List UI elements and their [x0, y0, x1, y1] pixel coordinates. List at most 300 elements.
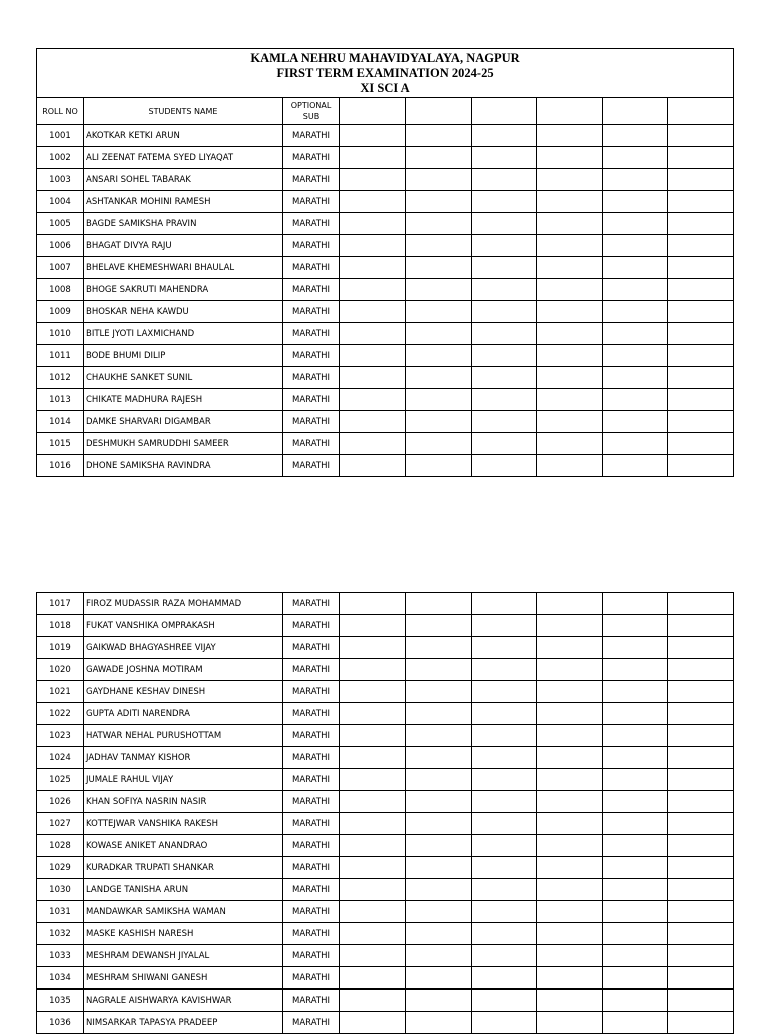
student-name: AKOTKAR KETKI ARUN	[84, 125, 283, 147]
student-name: JADHAV TANMAY KISHOR	[84, 747, 283, 769]
marks-cell[interactable]	[603, 323, 668, 345]
table-row	[37, 323, 734, 345]
table-row	[37, 147, 734, 169]
marks-cell[interactable]	[537, 967, 603, 990]
marks-cell[interactable]	[603, 769, 668, 791]
marks-cell[interactable]	[537, 791, 603, 813]
marks-cell[interactable]	[472, 725, 537, 747]
roll-number: 1015	[37, 433, 84, 455]
marks-cell[interactable]	[668, 725, 734, 747]
marks-cell[interactable]	[668, 945, 734, 967]
marks-cell[interactable]	[406, 615, 472, 637]
marks-cell[interactable]	[537, 125, 603, 147]
marks-cell[interactable]	[340, 659, 406, 681]
student-name: JUMALE RAHUL VIJAY	[84, 769, 283, 791]
marks-cell[interactable]	[668, 747, 734, 769]
marks-cell[interactable]	[406, 235, 472, 257]
marks-cell[interactable]	[406, 725, 472, 747]
marks-cell[interactable]	[668, 637, 734, 659]
student-name: BODE BHUMI DILIP	[84, 345, 283, 367]
marks-cell[interactable]	[406, 813, 472, 835]
marks-cell[interactable]	[603, 835, 668, 857]
marks-cell[interactable]	[668, 323, 734, 345]
marks-cell[interactable]	[406, 147, 472, 169]
marks-cell[interactable]	[472, 967, 537, 990]
marks-cell[interactable]	[472, 769, 537, 791]
marks-cell[interactable]	[537, 923, 603, 945]
roll-number: 1006	[37, 235, 84, 257]
student-name: KOTTEJWAR VANSHIKA RAKESH	[84, 813, 283, 835]
marks-cell[interactable]	[472, 593, 537, 615]
marks-cell[interactable]	[537, 257, 603, 279]
marks-cell[interactable]	[340, 433, 406, 455]
student-name: ASHTANKAR MOHINI RAMESH	[84, 191, 283, 213]
marks-cell[interactable]	[406, 989, 472, 1012]
marks-cell[interactable]	[668, 659, 734, 681]
marks-cell[interactable]	[603, 367, 668, 389]
marks-cell[interactable]	[340, 615, 406, 637]
student-name: ALI ZEENAT FATEMA SYED LIYAQAT	[84, 147, 283, 169]
student-name: ANSARI SOHEL TABARAK	[84, 169, 283, 191]
student-name: CHIKATE MADHURA RAJESH	[84, 389, 283, 411]
marks-cell[interactable]	[472, 301, 537, 323]
marks-cell[interactable]	[603, 681, 668, 703]
marks-cell[interactable]	[472, 835, 537, 857]
optional-subject: MARATHI	[283, 813, 340, 835]
marks-cell[interactable]	[537, 747, 603, 769]
table-row	[37, 213, 734, 235]
marks-cell[interactable]	[537, 367, 603, 389]
table-row	[37, 769, 734, 791]
marks-cell[interactable]	[472, 857, 537, 879]
marks-cell[interactable]	[340, 901, 406, 923]
marks-cell[interactable]	[537, 191, 603, 213]
marks-cell[interactable]	[406, 169, 472, 191]
marks-cell[interactable]	[472, 125, 537, 147]
optional-subject: MARATHI	[283, 213, 340, 235]
marks-cell[interactable]	[340, 235, 406, 257]
roll-number: 1013	[37, 389, 84, 411]
marks-cell[interactable]	[603, 235, 668, 257]
marks-cell[interactable]	[603, 455, 668, 477]
marks-cell[interactable]	[340, 147, 406, 169]
roll-number: 1005	[37, 213, 84, 235]
marks-cell[interactable]	[406, 769, 472, 791]
marks-cell[interactable]	[340, 593, 406, 615]
roll-number: 1021	[37, 681, 84, 703]
marks-cell[interactable]	[340, 989, 406, 1012]
marks-cell[interactable]	[668, 411, 734, 433]
marks-cell[interactable]	[603, 213, 668, 235]
marks-cell[interactable]	[472, 389, 537, 411]
marks-cell[interactable]	[340, 681, 406, 703]
marks-cell[interactable]	[603, 169, 668, 191]
optional-subject: MARATHI	[283, 235, 340, 257]
marks-cell[interactable]	[340, 857, 406, 879]
marks-cell[interactable]	[668, 879, 734, 901]
optional-subject: MARATHI	[283, 681, 340, 703]
exam-name: FIRST TERM EXAMINATION 2024-25	[276, 65, 494, 80]
marks-cell[interactable]	[668, 813, 734, 835]
student-name: MESHRAM SHIWANI GANESH	[84, 967, 283, 990]
marks-cell[interactable]	[406, 747, 472, 769]
marks-cell[interactable]	[537, 455, 603, 477]
marks-cell[interactable]	[668, 235, 734, 257]
marks-cell[interactable]	[603, 637, 668, 659]
marks-cell[interactable]	[340, 389, 406, 411]
roll-number: 1024	[37, 747, 84, 769]
marks-cell[interactable]	[340, 703, 406, 725]
marks-cell[interactable]	[668, 433, 734, 455]
marks-cell[interactable]	[603, 703, 668, 725]
marks-cell[interactable]	[472, 791, 537, 813]
marks-cell[interactable]	[668, 455, 734, 477]
student-name: NAGRALE AISHWARYA KAVISHWAR	[84, 989, 283, 1012]
table-row	[37, 235, 734, 257]
marks-cell[interactable]	[537, 703, 603, 725]
student-name: GAWADE JOSHNA MOTIRAM	[84, 659, 283, 681]
marks-cell[interactable]	[537, 637, 603, 659]
marks-cell[interactable]	[668, 125, 734, 147]
marks-cell[interactable]	[340, 301, 406, 323]
marks-cell[interactable]	[603, 747, 668, 769]
marks-cell[interactable]	[668, 191, 734, 213]
marks-cell[interactable]	[340, 879, 406, 901]
col-header-blank	[668, 98, 734, 125]
marks-cell[interactable]	[340, 813, 406, 835]
marks-cell[interactable]	[668, 923, 734, 945]
marks-cell[interactable]	[406, 945, 472, 967]
marks-cell[interactable]	[668, 279, 734, 301]
marks-cell[interactable]	[406, 301, 472, 323]
optional-subject: MARATHI	[283, 1012, 340, 1034]
marks-cell[interactable]	[472, 279, 537, 301]
marks-cell[interactable]	[406, 345, 472, 367]
marks-cell[interactable]	[537, 323, 603, 345]
marks-cell[interactable]	[472, 989, 537, 1012]
marks-cell[interactable]	[406, 879, 472, 901]
marks-cell[interactable]	[472, 257, 537, 279]
marks-cell[interactable]	[537, 169, 603, 191]
roll-number: 1032	[37, 923, 84, 945]
marks-cell[interactable]	[603, 301, 668, 323]
marks-cell[interactable]	[340, 279, 406, 301]
roll-number: 1025	[37, 769, 84, 791]
marks-cell[interactable]	[406, 433, 472, 455]
marks-cell[interactable]	[472, 659, 537, 681]
marks-cell[interactable]	[406, 791, 472, 813]
marks-cell[interactable]	[472, 147, 537, 169]
marks-cell[interactable]	[603, 989, 668, 1012]
roll-number: 1028	[37, 835, 84, 857]
marks-cell[interactable]	[340, 967, 406, 990]
table-row	[37, 125, 734, 147]
marks-cell[interactable]	[406, 923, 472, 945]
marks-cell[interactable]	[472, 813, 537, 835]
marks-cell[interactable]	[603, 191, 668, 213]
roll-number: 1019	[37, 637, 84, 659]
marks-cell[interactable]	[537, 769, 603, 791]
marks-cell[interactable]	[537, 147, 603, 169]
table-row	[37, 1012, 734, 1034]
marks-cell[interactable]	[406, 593, 472, 615]
marks-cell[interactable]	[406, 703, 472, 725]
marks-cell[interactable]	[537, 835, 603, 857]
marks-cell[interactable]	[537, 213, 603, 235]
marks-cell[interactable]	[668, 147, 734, 169]
table-row	[37, 681, 734, 703]
marks-cell[interactable]	[668, 169, 734, 191]
roll-number: 1003	[37, 169, 84, 191]
marks-cell[interactable]	[668, 213, 734, 235]
marks-cell[interactable]	[537, 725, 603, 747]
marks-cell[interactable]	[406, 967, 472, 990]
marks-cell[interactable]	[603, 433, 668, 455]
marks-cell[interactable]	[340, 367, 406, 389]
optional-subject: MARATHI	[283, 323, 340, 345]
marks-cell[interactable]	[603, 345, 668, 367]
marks-cell[interactable]	[340, 945, 406, 967]
marks-cell[interactable]	[668, 769, 734, 791]
marks-cell[interactable]	[537, 681, 603, 703]
marks-cell[interactable]	[668, 967, 734, 990]
marks-cell[interactable]	[603, 279, 668, 301]
marks-cell[interactable]	[537, 235, 603, 257]
marks-cell[interactable]	[406, 637, 472, 659]
marks-cell[interactable]	[537, 879, 603, 901]
table-row	[37, 989, 734, 1012]
marks-cell[interactable]	[472, 235, 537, 257]
marks-cell[interactable]	[537, 433, 603, 455]
marks-cell[interactable]	[668, 681, 734, 703]
marks-cell[interactable]	[406, 367, 472, 389]
marks-cell[interactable]	[537, 301, 603, 323]
marks-cell[interactable]	[537, 989, 603, 1012]
marks-cell[interactable]	[406, 257, 472, 279]
table-row	[37, 411, 734, 433]
roll-number: 1007	[37, 257, 84, 279]
marks-cell[interactable]	[668, 615, 734, 637]
roll-number: 1036	[37, 1012, 84, 1034]
roll-number: 1002	[37, 147, 84, 169]
table-row	[37, 945, 734, 967]
marks-cell[interactable]	[603, 125, 668, 147]
marks-cell[interactable]	[668, 389, 734, 411]
optional-subject: MARATHI	[283, 345, 340, 367]
marks-cell[interactable]	[406, 835, 472, 857]
student-name: DAMKE SHARVARI DIGAMBAR	[84, 411, 283, 433]
table-row	[37, 703, 734, 725]
roll-number: 1011	[37, 345, 84, 367]
marks-cell[interactable]	[603, 791, 668, 813]
student-name: MASKE KASHISH NARESH	[84, 923, 283, 945]
marks-cell[interactable]	[668, 857, 734, 879]
roll-number: 1031	[37, 901, 84, 923]
marks-cell[interactable]	[668, 593, 734, 615]
marks-cell[interactable]	[603, 857, 668, 879]
marks-cell[interactable]	[340, 455, 406, 477]
marks-cell[interactable]	[340, 747, 406, 769]
marks-cell[interactable]	[472, 411, 537, 433]
marks-cell[interactable]	[603, 593, 668, 615]
optional-subject: MARATHI	[283, 455, 340, 477]
marks-cell[interactable]	[668, 703, 734, 725]
marks-cell[interactable]	[472, 213, 537, 235]
marks-cell[interactable]	[472, 945, 537, 967]
optional-subject: MARATHI	[283, 593, 340, 615]
college-name: KAMLA NEHRU MAHAVIDYALAYA, NAGPUR	[250, 50, 520, 65]
marks-cell[interactable]	[603, 147, 668, 169]
marks-cell[interactable]	[668, 367, 734, 389]
marks-cell[interactable]	[537, 615, 603, 637]
marks-cell[interactable]	[472, 923, 537, 945]
marks-cell[interactable]	[406, 191, 472, 213]
marks-cell[interactable]	[406, 279, 472, 301]
marks-cell[interactable]	[340, 791, 406, 813]
table-row	[37, 813, 734, 835]
marks-cell[interactable]	[406, 901, 472, 923]
optional-subject: MARATHI	[283, 125, 340, 147]
marks-cell[interactable]	[537, 593, 603, 615]
marks-cell[interactable]	[603, 257, 668, 279]
marks-cell[interactable]	[340, 411, 406, 433]
table-row	[37, 659, 734, 681]
table-row	[37, 169, 734, 191]
marks-cell[interactable]	[603, 615, 668, 637]
marks-cell[interactable]	[537, 945, 603, 967]
marks-cell[interactable]	[406, 681, 472, 703]
marks-cell[interactable]	[340, 923, 406, 945]
marks-cell[interactable]	[340, 637, 406, 659]
roll-number: 1030	[37, 879, 84, 901]
optional-subject: MARATHI	[283, 367, 340, 389]
marks-cell[interactable]	[472, 681, 537, 703]
marks-cell[interactable]	[472, 747, 537, 769]
marks-cell[interactable]	[603, 1012, 668, 1034]
marks-cell[interactable]	[537, 389, 603, 411]
marks-cell[interactable]	[603, 389, 668, 411]
marks-cell[interactable]	[340, 191, 406, 213]
table-row	[37, 433, 734, 455]
col-header-blank	[537, 98, 603, 125]
marks-cell[interactable]	[406, 213, 472, 235]
marks-sheet-page-1	[36, 48, 734, 477]
marks-cell[interactable]	[340, 725, 406, 747]
optional-subject: MARATHI	[283, 659, 340, 681]
marks-cell[interactable]	[603, 945, 668, 967]
marks-cell[interactable]	[340, 213, 406, 235]
marks-cell[interactable]	[668, 301, 734, 323]
marks-cell[interactable]	[406, 323, 472, 345]
student-name: HATWAR NEHAL PURUSHOTTAM	[84, 725, 283, 747]
marks-cell[interactable]	[472, 879, 537, 901]
student-name: BHOSKAR NEHA KAWDU	[84, 301, 283, 323]
marks-cell[interactable]	[537, 901, 603, 923]
marks-cell[interactable]	[603, 813, 668, 835]
roll-number: 1016	[37, 455, 84, 477]
marks-cell[interactable]	[340, 835, 406, 857]
marks-cell[interactable]	[472, 1012, 537, 1034]
optional-subject: MARATHI	[283, 945, 340, 967]
marks-cell[interactable]	[472, 191, 537, 213]
marks-cell[interactable]	[603, 967, 668, 990]
marks-cell[interactable]	[472, 615, 537, 637]
table-row	[37, 615, 734, 637]
marks-cell[interactable]	[603, 923, 668, 945]
roll-number: 1026	[37, 791, 84, 813]
marks-cell[interactable]	[340, 345, 406, 367]
table-row	[37, 747, 734, 769]
roll-number: 1014	[37, 411, 84, 433]
marks-cell[interactable]	[472, 637, 537, 659]
marks-cell[interactable]	[472, 367, 537, 389]
marks-cell[interactable]	[340, 169, 406, 191]
marks-cell[interactable]	[537, 345, 603, 367]
optional-subject: MARATHI	[283, 967, 340, 990]
col-header-roll-no: ROLL NO	[37, 98, 84, 125]
table-row	[37, 301, 734, 323]
marks-cell[interactable]	[603, 901, 668, 923]
marks-cell[interactable]	[340, 257, 406, 279]
marks-cell[interactable]	[406, 389, 472, 411]
marks-cell[interactable]	[406, 659, 472, 681]
roll-number: 1034	[37, 967, 84, 990]
marks-cell[interactable]	[472, 455, 537, 477]
marks-cell[interactable]	[537, 1012, 603, 1034]
marks-cell[interactable]	[472, 433, 537, 455]
marks-cell[interactable]	[472, 703, 537, 725]
marks-cell[interactable]	[668, 989, 734, 1012]
marks-cell[interactable]	[472, 345, 537, 367]
marks-cell[interactable]	[537, 659, 603, 681]
marks-cell[interactable]	[668, 1012, 734, 1034]
marks-cell[interactable]	[668, 835, 734, 857]
marks-cell[interactable]	[603, 725, 668, 747]
marks-cell[interactable]	[537, 813, 603, 835]
roll-number: 1009	[37, 301, 84, 323]
student-rows	[37, 593, 734, 1034]
marks-cell[interactable]	[537, 411, 603, 433]
optional-subject: MARATHI	[283, 411, 340, 433]
marks-cell[interactable]	[406, 411, 472, 433]
marks-cell[interactable]	[472, 169, 537, 191]
marks-cell[interactable]	[406, 857, 472, 879]
marks-cell[interactable]	[406, 1012, 472, 1034]
marks-cell[interactable]	[340, 323, 406, 345]
marks-cell[interactable]	[668, 791, 734, 813]
optional-subject: MARATHI	[283, 835, 340, 857]
marks-cell[interactable]	[668, 257, 734, 279]
marks-cell[interactable]	[340, 769, 406, 791]
marks-cell[interactable]	[668, 901, 734, 923]
marks-cell[interactable]	[537, 857, 603, 879]
roll-number: 1018	[37, 615, 84, 637]
marks-cell[interactable]	[340, 125, 406, 147]
marks-cell[interactable]	[406, 455, 472, 477]
marks-cell[interactable]	[472, 323, 537, 345]
marks-cell[interactable]	[603, 879, 668, 901]
marks-cell[interactable]	[603, 659, 668, 681]
optional-subject: MARATHI	[283, 301, 340, 323]
marks-cell[interactable]	[668, 345, 734, 367]
student-name: MESHRAM DEWANSH JIYALAL	[84, 945, 283, 967]
marks-cell[interactable]	[406, 125, 472, 147]
optional-subject: MARATHI	[283, 747, 340, 769]
marks-cell[interactable]	[603, 411, 668, 433]
marks-cell[interactable]	[340, 1012, 406, 1034]
marks-cell[interactable]	[472, 901, 537, 923]
marks-cell[interactable]	[537, 279, 603, 301]
